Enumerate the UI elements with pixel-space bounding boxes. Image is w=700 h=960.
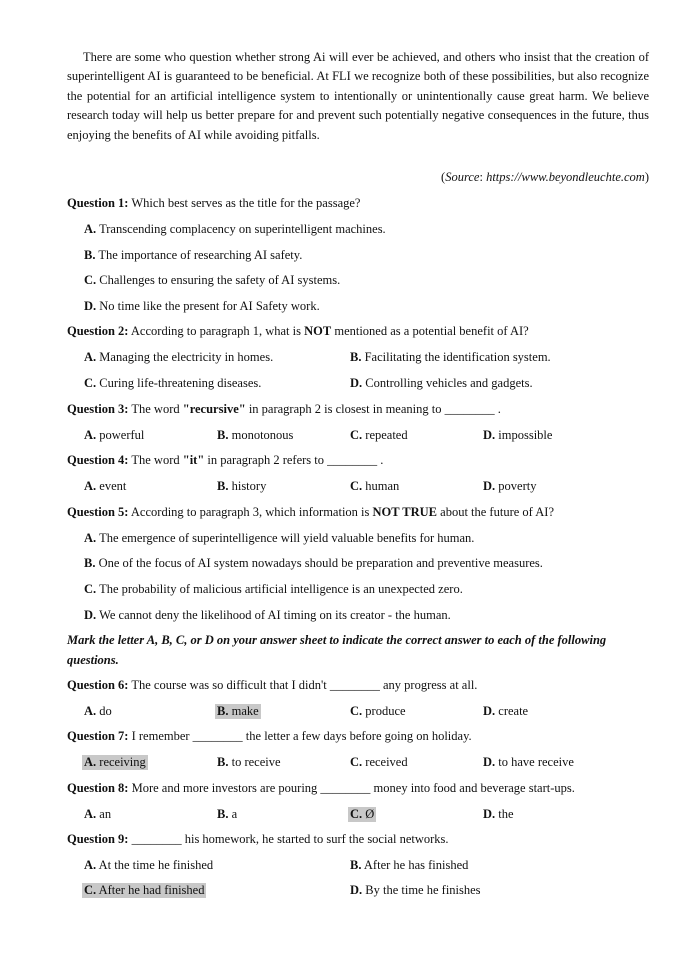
option-text: No time like the present for AI Safety work. [99,299,320,313]
option-text: human [365,479,400,493]
question-6 [67,678,477,693]
option-letter: C. [84,883,97,897]
option-letter: B. [217,807,229,821]
option-letter: B. [217,755,229,769]
question-keyword: "recursive" [182,402,246,416]
option-letter: D. [483,807,496,821]
option-text: After he has finished [363,858,469,872]
option-text: Managing the electricity in homes. [99,350,274,364]
option-letter: C. [84,582,97,596]
option-letter: C. [350,755,363,769]
option-text: a [231,807,238,821]
option-text: repeated [365,428,408,442]
q4-option-b[interactable] [217,479,266,494]
question-stem: According to paragraph 1, what is [130,324,301,338]
q3-option-d[interactable] [483,428,552,443]
option-letter: C. [350,479,363,493]
option-letter: D. [483,755,496,769]
question-stem: More and more investors are pouring ________ money into food and beverage start-ups. [131,781,575,795]
q6-option-d[interactable] [483,704,528,719]
question-label: Question 1: [67,196,129,210]
option-letter: A. [84,704,97,718]
option-text: the [498,807,514,821]
q7-option-a-highlighted[interactable] [82,755,148,770]
q7-option-b[interactable] [217,755,281,770]
q8-option-a[interactable] [84,807,111,822]
option-letter: D. [483,704,496,718]
question-stem-end: about the future of AI? [440,505,554,519]
q6-option-c[interactable] [350,704,406,719]
q1-option-b[interactable] [84,248,302,263]
option-letter: B. [84,556,96,570]
question-label: Question 4: [67,453,129,467]
question-label: Question 3: [67,402,129,416]
question-9 [67,832,449,847]
q9-option-c-highlighted[interactable] [82,883,206,898]
option-text: We cannot deny the likelihood of AI timing on its creator - the human. [99,608,451,622]
question-8 [67,781,575,796]
option-letter: D. [350,376,363,390]
question-1 [67,196,360,211]
question-stem: The word [131,453,180,467]
option-letter: B. [84,248,96,262]
option-text: One of the focus of AI system nowadays should be preparation and preventive measures. [98,556,543,570]
option-text: monotonous [231,428,294,442]
option-letter: A. [84,428,97,442]
option-text: The importance of researching AI safety. [98,248,303,262]
option-text: powerful [99,428,145,442]
source-label: Source [445,170,480,184]
q4-option-d[interactable] [483,479,536,494]
question-label: Question 8: [67,781,129,795]
question-label: Question 5: [67,505,129,519]
q6-option-b-highlighted[interactable] [215,704,261,719]
option-letter: A. [84,807,97,821]
option-text: produce [365,704,406,718]
q2-option-d[interactable] [350,376,533,391]
option-letter: B. [350,350,362,364]
question-2 [67,324,529,339]
question-label: Question 6: [67,678,129,692]
option-letter: A. [84,222,97,236]
option-letter: D. [483,479,496,493]
option-letter: B. [217,479,229,493]
question-7 [67,729,472,744]
question-3 [67,402,501,417]
q8-option-c-highlighted[interactable] [348,807,376,822]
question-keyword: NOT [304,324,332,338]
option-text: Facilitating the identification system. [364,350,551,364]
option-letter: D. [84,608,97,622]
q5-option-a[interactable] [84,531,474,546]
question-label: Question 9: [67,832,129,846]
option-text: Challenges to ensuring the safety of AI systems. [99,273,341,287]
option-letter: A. [84,858,97,872]
option-text: Curing life-threatening diseases. [99,376,262,390]
option-letter: D. [483,428,496,442]
option-text: At the time he finished [98,858,214,872]
question-keyword: NOT TRUE [372,505,438,519]
question-stem: The word [131,402,180,416]
question-keyword: "it" [182,453,205,467]
passage-paragraph: There are some who question whether strong Ai will ever be achieved, and others who insist that the creation of superintelligent AI is guaranteed to be beneficial. At FLI we recognize both of these possibilities, but also recognize the potential for an artificial intelligence system to intentionally or unintentionally cause great harm. We believe research today will help us better prepare for and prevent such potentially negative consequences in the future, thus enjoying the benefits of AI while avoiding pitfalls. [67,50,649,142]
option-text: Ø [365,807,375,821]
q8-option-b[interactable] [217,807,237,822]
option-text: The emergence of superintelligence will yield valuable benefits for human. [99,531,475,545]
option-letter: B. [350,858,362,872]
q8-option-d[interactable] [483,807,514,822]
question-stem-end: mentioned as a potential benefit of AI? [334,324,529,338]
passage-source: (Source: https://www.beyondleuchte.com) [441,170,649,184]
question-stem-end: in paragraph 2 refers to ________ . [207,453,384,467]
option-text: create [498,704,529,718]
option-letter: C. [84,273,97,287]
q5-option-b[interactable] [84,556,543,571]
option-text: make [231,704,259,718]
q1-option-d[interactable] [84,299,320,314]
question-stem: ________ his homework, he started to surf the social networks. [131,832,449,846]
option-letter: A. [84,531,97,545]
q3-option-b[interactable] [217,428,293,443]
q7-option-c[interactable] [350,755,408,770]
question-5 [67,505,554,520]
question-label: Question 7: [67,729,129,743]
q6-option-a[interactable] [84,704,112,719]
q2-option-c[interactable] [84,376,261,391]
q3-option-a[interactable] [84,428,144,443]
option-letter: A. [84,350,97,364]
option-letter: B. [217,428,229,442]
option-text: to receive [231,755,281,769]
option-text: receiving [99,755,146,769]
question-stem: I remember ________ the letter a few days before going on holiday. [131,729,472,743]
q9-option-a[interactable] [84,858,213,873]
option-text: do [99,704,112,718]
option-text: received [365,755,408,769]
option-text: After he had finished [98,883,205,897]
q4-option-c[interactable] [350,479,399,494]
q7-option-d[interactable] [483,755,574,770]
question-stem-end: in paragraph 2 is closest in meaning to ________ . [248,402,501,416]
q3-option-c[interactable] [350,428,408,443]
option-letter: C. [350,704,363,718]
option-text: an [99,807,112,821]
option-letter: C. [350,428,363,442]
section-instruction: Mark the letter A, B, C, or D on your answer sheet to indicate the correct answer to each of the following questions. [67,633,607,667]
q1-option-c[interactable] [84,273,340,288]
question-stem: Which best serves as the title for the passage? [131,196,361,210]
question-4 [67,453,383,468]
option-letter: C. [350,807,363,821]
q9-option-d[interactable] [350,883,481,898]
option-text: By the time he finishes [365,883,481,897]
q5-option-c[interactable] [84,582,463,597]
option-letter: A. [84,755,97,769]
option-text: The probability of malicious artificial intelligence is an unexpected zero. [99,582,463,596]
question-stem: The course was so difficult that I didn't ________ any progress at all. [131,678,478,692]
option-text: to have receive [498,755,574,769]
option-letter: B. [217,704,229,718]
question-stem: According to paragraph 3, which information is [130,505,370,519]
option-text: Controlling vehicles and gadgets. [365,376,533,390]
option-text: history [231,479,267,493]
q1-option-a[interactable] [84,222,386,237]
option-letter: A. [84,479,97,493]
option-text: event [99,479,127,493]
q9-option-b[interactable] [350,858,468,873]
option-text: Transcending complacency on superintelligent machines. [99,222,386,236]
option-letter: C. [84,376,97,390]
q2-option-a[interactable] [84,350,273,365]
q4-option-a[interactable] [84,479,126,494]
option-text: poverty [498,479,537,493]
option-letter: D. [84,299,97,313]
question-label: Question 2: [67,324,129,338]
q5-option-d[interactable] [84,608,451,623]
q2-option-b[interactable] [350,350,551,365]
option-text: impossible [498,428,553,442]
option-letter: D. [350,883,363,897]
source-url: https://www.beyondleuchte.com [486,170,645,184]
